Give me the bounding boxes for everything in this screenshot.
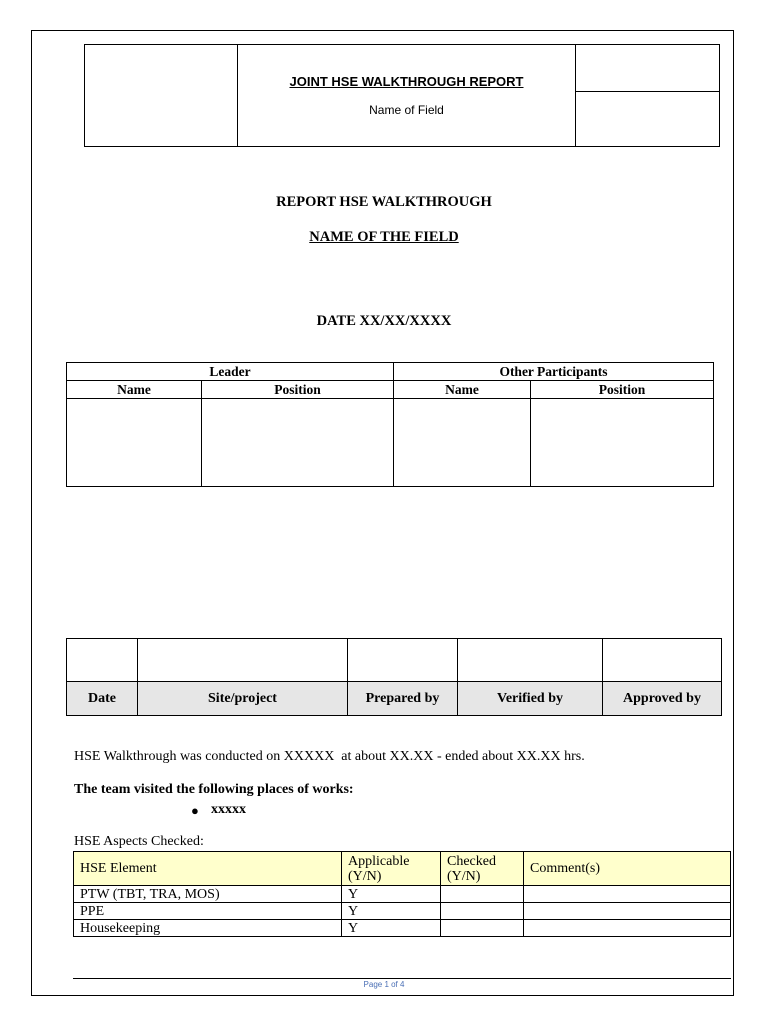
place-item: xxxxx bbox=[211, 802, 246, 817]
participant-position-cell[interactable] bbox=[531, 399, 714, 487]
leader-position-header: Position bbox=[202, 381, 394, 399]
date-label: Date bbox=[67, 682, 138, 716]
hse-element-header: HSE Element bbox=[74, 852, 342, 886]
verified-by-label: Verified by bbox=[458, 682, 603, 716]
applicable-header: Applicable (Y/N) bbox=[342, 852, 441, 886]
document-header-table bbox=[84, 44, 720, 147]
participant-position-header: Position bbox=[531, 381, 714, 399]
bullet-dot-icon: ● bbox=[191, 803, 199, 818]
page-number: Page 1 of 4 bbox=[363, 980, 405, 989]
header-subtitle: Name of Field bbox=[369, 103, 444, 117]
other-participants-header: Other Participants bbox=[394, 363, 714, 381]
checked-cell[interactable] bbox=[441, 886, 524, 903]
comments-header: Comment(s) bbox=[524, 852, 731, 886]
site-value-cell[interactable] bbox=[138, 639, 348, 682]
table-row bbox=[74, 903, 731, 920]
applicable-cell[interactable]: Y bbox=[342, 886, 441, 903]
intro-text: HSE Walkthrough was conducted on XXXXX at about XX.XX - ended about XX.XX hrs. bbox=[74, 749, 585, 764]
date-value-cell[interactable] bbox=[67, 639, 138, 682]
comment-cell[interactable] bbox=[524, 903, 731, 920]
prepared-value-cell[interactable] bbox=[348, 639, 458, 682]
verified-value-cell[interactable] bbox=[458, 639, 603, 682]
element-cell: PPE bbox=[74, 903, 342, 920]
prepared-by-label: Prepared by bbox=[348, 682, 458, 716]
report-title: REPORT HSE WALKTHROUGH bbox=[276, 194, 492, 210]
element-cell: Housekeeping bbox=[74, 920, 342, 937]
header-right-bottom-cell bbox=[576, 92, 720, 147]
comment-cell[interactable] bbox=[524, 886, 731, 903]
table-row bbox=[74, 886, 731, 903]
site-project-label: Site/project bbox=[138, 682, 348, 716]
table-row bbox=[74, 920, 731, 937]
header-title-cell bbox=[238, 45, 576, 147]
leader-name-cell[interactable] bbox=[67, 399, 202, 487]
aspects-label: HSE Aspects Checked: bbox=[74, 834, 204, 849]
participants-table bbox=[66, 362, 714, 487]
comment-cell[interactable] bbox=[524, 920, 731, 937]
header-right-top-cell bbox=[576, 45, 720, 92]
element-cell: PTW (TBT, TRA, MOS) bbox=[74, 886, 342, 903]
field-title: NAME OF THE FIELD bbox=[309, 229, 459, 245]
checked-cell[interactable] bbox=[441, 920, 524, 937]
approved-value-cell[interactable] bbox=[603, 639, 722, 682]
signoff-table bbox=[66, 638, 722, 716]
leader-position-cell[interactable] bbox=[202, 399, 394, 487]
applicable-cell[interactable]: Y bbox=[342, 920, 441, 937]
approved-by-label: Approved by bbox=[603, 682, 722, 716]
header-title: JOINT HSE WALKTHROUGH REPORT bbox=[289, 74, 524, 89]
team-visited-text: The team visited the following places of works: bbox=[74, 782, 354, 797]
checked-cell[interactable] bbox=[441, 903, 524, 920]
leader-header: Leader bbox=[67, 363, 394, 381]
aspects-table bbox=[73, 851, 731, 937]
logo-cell-left bbox=[85, 45, 238, 147]
applicable-cell[interactable]: Y bbox=[342, 903, 441, 920]
checked-header: Checked (Y/N) bbox=[441, 852, 524, 886]
participant-name-cell[interactable] bbox=[394, 399, 531, 487]
report-date: DATE XX/XX/XXXX bbox=[316, 313, 452, 329]
leader-name-header: Name bbox=[67, 381, 202, 399]
participant-name-header: Name bbox=[394, 381, 531, 399]
footer-divider bbox=[73, 978, 731, 979]
